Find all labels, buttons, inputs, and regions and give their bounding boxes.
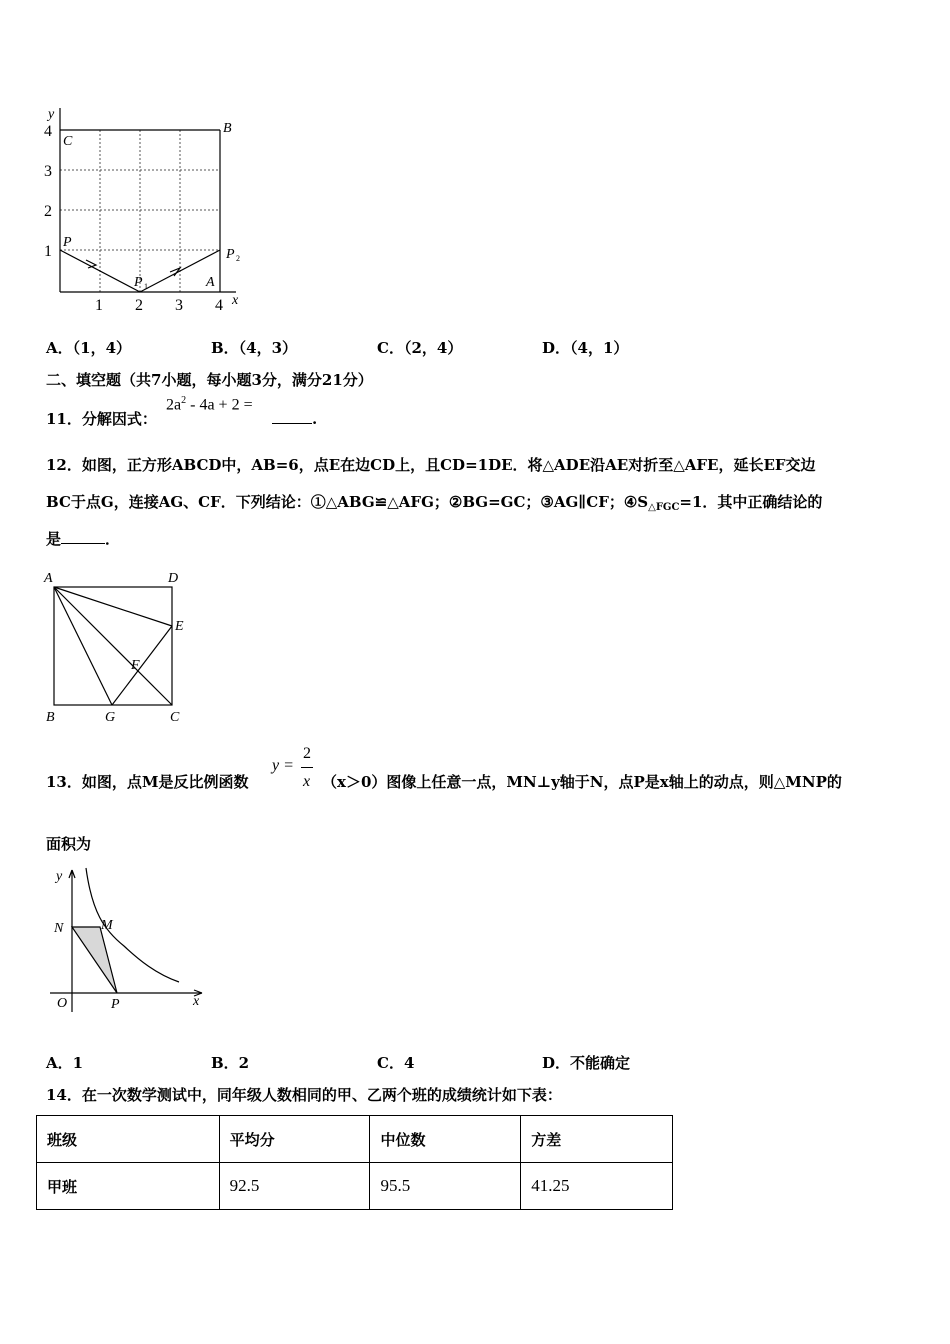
q11-expr-a: 2a [166, 396, 182, 414]
x-tick-1: 1 [95, 297, 103, 314]
hyp-label-n: N [54, 921, 64, 936]
figure-hyperbola [44, 862, 214, 1017]
hyp-label-y: y [56, 869, 63, 884]
q12-line3-a: 是 [46, 530, 62, 548]
y-tick-1: 1 [44, 243, 52, 260]
hyp-label-p: P [111, 997, 120, 1012]
q13-suffix: （x＞0）图像上任意一点，MN⊥y轴于N，点P是x轴上的动点，则△MNP的 [322, 773, 842, 791]
q13-option-a: A．1 [46, 1054, 84, 1072]
q13-prefix: 13．如图，点M是反比例函数 [46, 773, 249, 791]
sq-label-b: B [46, 710, 55, 725]
q10-option-b: B．（4，3） [211, 339, 298, 357]
q11-text [46, 409, 157, 429]
y-tick-4: 4 [44, 123, 52, 140]
q11-prefix: 11．分解因式： [46, 410, 157, 428]
q13-option-d: D．不能确定 [542, 1054, 631, 1072]
point-label-p1: P [134, 275, 143, 290]
x-tick-2: 2 [135, 297, 143, 314]
x-tick-4: 4 [215, 297, 223, 314]
q11-answer [272, 409, 317, 429]
hyp-label-x: x [193, 994, 200, 1009]
q12-line3 [46, 529, 120, 549]
q12-line3-b: ． [105, 530, 121, 548]
q13-option-b: B．2 [211, 1054, 250, 1072]
table-cell: 41.25 [521, 1163, 673, 1210]
hyp-label-o: O [57, 996, 68, 1011]
hyp-label-m: M [101, 918, 113, 933]
q10-option-c: C．（2，4） [377, 339, 463, 357]
point-label-c: C [63, 134, 73, 149]
q11-expr-exp: 2 [181, 395, 187, 406]
q12-line2 [46, 492, 822, 518]
point-label-p2-sub: 2 [236, 254, 240, 263]
q13-fraction-bar [301, 767, 313, 768]
q11-end: . [312, 410, 318, 428]
x-axis-label: x [232, 293, 239, 308]
x-tick-3: 3 [175, 297, 183, 314]
q14-text: 14．在一次数学测试中，同年级人数相同的甲、乙两个班的成绩统计如下表： [46, 1086, 562, 1104]
table-cell: 92.5 [219, 1163, 370, 1210]
table-cell: 甲班 [37, 1163, 220, 1210]
table-header-cell: 中位数 [370, 1116, 521, 1163]
q13-func-den: x [303, 773, 311, 790]
section-heading: 二、填空题（共7小题，每小题3分，满分21分） [46, 371, 373, 389]
table-header-cell: 方差 [521, 1116, 673, 1163]
y-axis-label: y [48, 107, 55, 122]
q12-line2-a: BC于点G，连接AG、CF．下列结论：①△ABG≌△AFG；②BG=GC；③AG∥CF；④S [46, 493, 649, 511]
figure-grid-path [38, 100, 258, 315]
q13-func-num: 2 [303, 745, 311, 762]
table-header-cell: 平均分 [219, 1116, 370, 1163]
table-header-cell: 班级 [37, 1116, 220, 1163]
sq-label-g: G [105, 710, 116, 725]
sq-label-f: F [131, 658, 140, 673]
table-header-row [37, 1116, 673, 1163]
q11-expr-b: - 4a + 2 = [186, 396, 253, 414]
q13-line2: 面积为 [46, 835, 92, 853]
point-label-p2: P [226, 247, 235, 262]
q10-option-a: A．（1，4） [46, 339, 132, 357]
sq-label-e: E [175, 619, 184, 634]
q12-blank [61, 529, 105, 544]
score-table [36, 1115, 673, 1210]
q12-line1: 12．如图，正方形ABCD中，AB=6，点E在边CD上，且CD=1DE．将△ADE沿AE对折至△AFE，延长EF交边 [46, 456, 816, 474]
point-label-b: B [223, 121, 232, 136]
q13-function [272, 745, 316, 795]
q11-blank [272, 409, 312, 424]
q13-func-y: y = [272, 757, 294, 774]
table-cell: 95.5 [370, 1163, 521, 1210]
point-label-a: A [206, 275, 215, 290]
table-row [37, 1163, 673, 1210]
sq-label-c: C [170, 710, 180, 725]
y-tick-2: 2 [44, 203, 52, 220]
y-tick-3: 3 [44, 163, 52, 180]
q10-option-d: D．（4，1） [542, 339, 629, 357]
q13-option-c: C．4 [377, 1054, 415, 1072]
point-label-p: P [63, 235, 72, 250]
figure-square [40, 565, 200, 730]
q12-line2-sub: △FGC [648, 502, 680, 513]
q12-line2-b: =1．其中正确结论的 [679, 493, 823, 511]
sq-label-a: A [44, 571, 53, 586]
q11-expression [166, 395, 253, 414]
sq-label-d: D [168, 571, 179, 586]
point-label-p1-sub: 1 [144, 282, 148, 291]
